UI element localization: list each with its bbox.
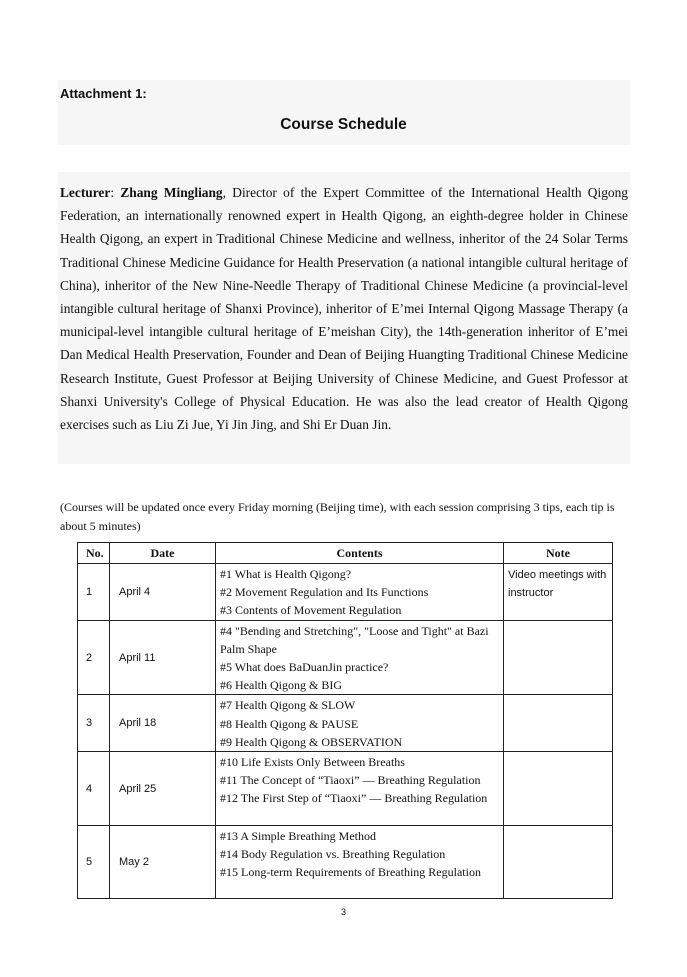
content-line: #1 What is Health Qigong? <box>220 567 352 581</box>
row-date: April 18 <box>110 695 216 752</box>
table-row <box>78 564 613 621</box>
row-no: 2 <box>78 620 110 695</box>
row-contents <box>216 752 504 826</box>
row-date: May 2 <box>110 826 216 899</box>
table-row <box>78 620 613 695</box>
lecturer-colon: : <box>110 185 121 200</box>
row-date: April 4 <box>110 564 216 621</box>
schedule-note: (Courses will be updated once every Friday morning (Beijing time), with each session comprising 3 tips, each tip is about 5 minutes) <box>60 500 615 533</box>
row-date: April 25 <box>110 752 216 826</box>
lecturer-name: Zhang Mingliang <box>120 185 223 200</box>
header-note: Note <box>504 543 613 564</box>
content-line: #3 Contents of Movement Regulation <box>220 603 402 618</box>
row-note <box>504 752 613 826</box>
header-no: No. <box>78 543 110 564</box>
row-no: 1 <box>78 564 110 621</box>
row-no: 5 <box>78 826 110 899</box>
table-row <box>78 826 613 899</box>
page-number: 3 <box>340 907 346 917</box>
content-line: #11 The Concept of “Tiaoxi” — Breathing Regulation <box>220 773 481 788</box>
table-row <box>78 695 613 752</box>
row-note <box>504 826 613 899</box>
table-header-row <box>78 543 613 564</box>
page-title: Course Schedule <box>280 116 407 133</box>
row-note <box>504 620 613 695</box>
row-contents <box>216 620 504 695</box>
row-date: April 11 <box>110 620 216 695</box>
content-line: #13 A Simple Breathing Method <box>220 829 376 844</box>
content-line: #8 Health Qigong & PAUSE <box>220 716 359 731</box>
content-line: #5 What does BaDuanJin practice? <box>220 660 389 675</box>
header-contents: Contents <box>216 543 504 564</box>
header-date: Date <box>110 543 216 564</box>
lecturer-bio <box>60 181 628 436</box>
content-line: #4 "Bending and Stretching", "Loose and Tight" at Bazi Palm Shape <box>220 623 489 656</box>
content-line: #6 Health Qigong & BIG <box>220 678 342 693</box>
row-contents <box>216 695 504 752</box>
content-line: #9 Health Qigong & OBSERVATION <box>220 734 403 749</box>
content-line: #15 Long-term Requirements of Breathing Regulation <box>220 865 481 880</box>
course-schedule-table <box>77 542 613 899</box>
content-line: #7 Health Qigong & SLOW <box>220 698 356 713</box>
lecturer-bio-text: , Director of the Expert Committee of the International Health Qigong Federation, an internationally renowned expert in Health Qigong, an eighth-degree holder in Chinese Health Qigong, an expert in Traditional Chinese Medicine and wellness, inheritor of the 24 Solar Terms Traditional Chinese Medicine Guidance for Health Preservation (a national intangible cultural heritage of China), inheritor of the New Nine-Needle Therapy of Traditional Chinese Medicine (a provincial-level intangible cultural heritage of Shanxi Province), inheritor of E’mei Internal Qigong Massage Therapy (a municipal-level intangible cultural heritage of E’meishan City), the 14th-generation inheritor of E’mei Dan Medical Health Preservation, Founder and Dean of Beijing Huangting Traditional Chinese Medicine Research Institute, Guest Professor at Beijing University of Chinese Medicine, and Guest Professor at Shanxi University's College of Physical Education. He was also the lead creator of Health Qigong exercises such as Liu Zi Jue, Yi Jin Jing, and Shi Er Duan Jin. <box>60 185 628 433</box>
row-no: 4 <box>78 752 110 826</box>
lecturer-label: Lecturer <box>60 185 111 200</box>
row-no: 3 <box>78 695 110 752</box>
content-line: #14 Body Regulation vs. Breathing Regulation <box>220 847 446 862</box>
row-note: Video meetings with instructor <box>504 564 613 621</box>
content-line: #2 Movement Regulation and Its Functions <box>220 585 429 600</box>
row-contents <box>216 564 504 621</box>
content-line: #12 The First Step of “Tiaoxi” — Breathing Regulation <box>220 791 488 806</box>
row-note <box>504 695 613 752</box>
row-contents <box>216 826 504 899</box>
content-line: #10 Life Exists Only Between Breaths <box>220 755 405 770</box>
table-row <box>78 752 613 826</box>
attachment-label: Attachment 1: <box>60 86 147 101</box>
